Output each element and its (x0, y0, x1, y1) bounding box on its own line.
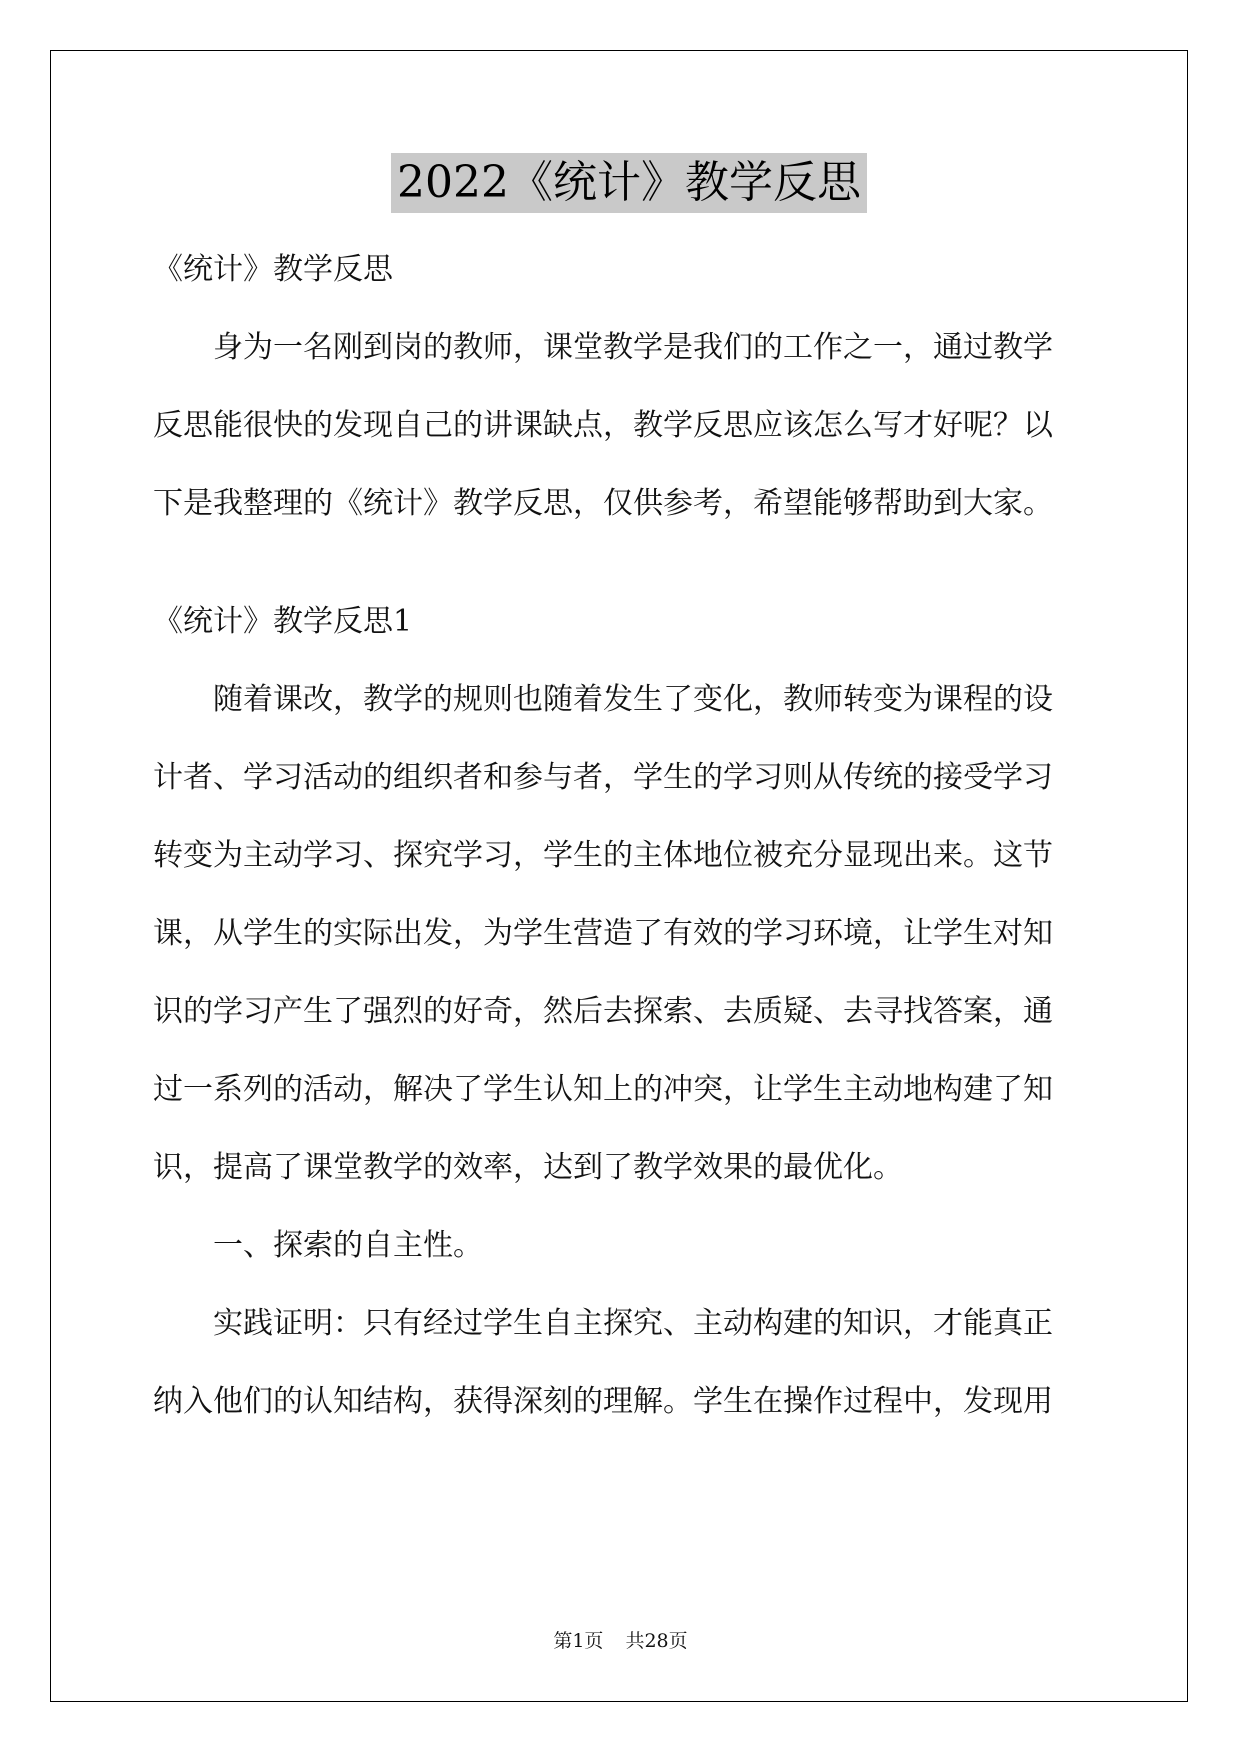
document-body (153, 238, 1093, 1448)
document-title: 2022《统计》教学反思 (391, 153, 867, 213)
paragraph-line: 识，提高了课堂教学的效率，达到了教学效果的最优化。 (153, 1150, 903, 1185)
section-heading: 《统计》教学反思1 (153, 604, 413, 639)
page-total: 共28页 (625, 1630, 688, 1652)
page-footer (0, 1626, 1241, 1653)
paragraph-line: 课，从学生的实际出发，为学生营造了有效的学习环境，让学生对知 (153, 916, 1053, 951)
paragraph-line: 身为一名刚到岗的教师，课堂教学是我们的工作之一，通过教学 (153, 330, 1053, 365)
paragraph-gap (153, 550, 1093, 590)
paragraph-line: 过一系列的活动，解决了学生认知上的冲突，让学生主动地构建了知 (153, 1072, 1053, 1107)
page-number: 第1页 (553, 1630, 604, 1652)
paragraph-line: 转变为主动学习、探究学习，学生的主体地位被充分显现出来。这节 (153, 838, 1053, 873)
subsection-heading: 一、探索的自主性。 (153, 1228, 483, 1263)
subtitle-line: 《统计》教学反思 (153, 252, 393, 287)
paragraph-line: 下是我整理的《统计》教学反思，仅供参考，希望能够帮助到大家。 (153, 486, 1053, 521)
paragraph-line: 实践证明：只有经过学生自主探究、主动构建的知识，才能真正 (153, 1306, 1053, 1341)
paragraph-line: 纳入他们的认知结构，获得深刻的理解。学生在操作过程中，发现用 (153, 1384, 1053, 1419)
paragraph-line: 反思能很快的发现自己的讲课缺点，教学反思应该怎么写才好呢？以 (153, 408, 1053, 443)
paragraph-line: 计者、学习活动的组织者和参与者，学生的学习则从传统的接受学习 (153, 760, 1053, 795)
paragraph-line: 识的学习产生了强烈的好奇，然后去探索、去质疑、去寻找答案，通 (153, 994, 1053, 1029)
paragraph-line: 随着课改，教学的规则也随着发生了变化，教师转变为课程的设 (153, 682, 1053, 717)
